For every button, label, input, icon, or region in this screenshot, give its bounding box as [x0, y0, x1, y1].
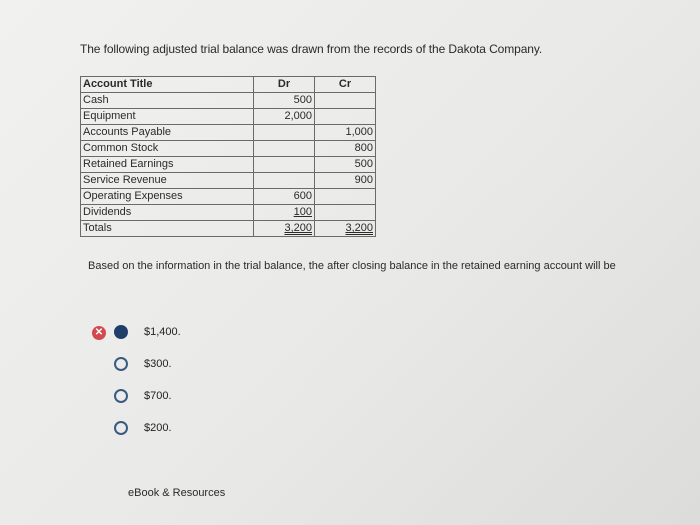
cr-cell — [315, 189, 376, 205]
cr-cell: 1,000 — [315, 125, 376, 141]
totals-label: Totals — [81, 221, 254, 237]
table-row — [81, 157, 376, 173]
option-label: $200. — [144, 422, 172, 434]
account-title-cell: Dividends — [81, 205, 254, 221]
header-account-title: Account Title — [81, 77, 254, 93]
dr-total-value: 3,200 — [284, 222, 312, 234]
dr-cell — [254, 157, 315, 173]
table-row — [81, 189, 376, 205]
account-title-cell: Cash — [81, 93, 254, 109]
dr-cell — [254, 141, 315, 157]
dr-cell: 2,000 — [254, 109, 315, 125]
account-title-cell: Equipment — [81, 109, 254, 125]
cr-cell — [315, 109, 376, 125]
dr-total-cell — [254, 221, 315, 237]
table-row — [81, 173, 376, 189]
question-text: Based on the information in the trial balance, the after closing balance in the retained earning account will be — [88, 260, 616, 272]
intro-text: The following adjusted trial balance was drawn from the records of the Dakota Company. — [80, 42, 543, 56]
header-dr: Dr — [254, 77, 315, 93]
cr-cell — [315, 93, 376, 109]
dr-cell — [254, 173, 315, 189]
radio-button[interactable] — [114, 421, 128, 435]
dr-cell: 500 — [254, 93, 315, 109]
dr-value-underlined: 100 — [293, 206, 312, 218]
account-title-cell: Accounts Payable — [81, 125, 254, 141]
trial-balance-table — [80, 76, 376, 237]
cr-cell: 500 — [315, 157, 376, 173]
incorrect-x-icon: ✕ — [92, 326, 106, 340]
table-row — [81, 109, 376, 125]
dr-cell: 600 — [254, 189, 315, 205]
dr-cell — [254, 205, 315, 221]
header-cr: Cr — [315, 77, 376, 93]
account-title-cell: Service Revenue — [81, 173, 254, 189]
table-row — [81, 125, 376, 141]
table-row — [81, 205, 376, 221]
table-row — [81, 141, 376, 157]
cr-total-cell — [315, 221, 376, 237]
account-title-cell: Retained Earnings — [81, 157, 254, 173]
radio-button[interactable] — [114, 389, 128, 403]
table-row — [81, 93, 376, 109]
option-label: $300. — [144, 358, 172, 370]
ebook-resources-link[interactable]: eBook & Resources — [128, 487, 226, 499]
radio-button[interactable] — [114, 357, 128, 371]
cr-cell: 800 — [315, 141, 376, 157]
account-title-cell: Operating Expenses — [81, 189, 254, 205]
cr-cell — [315, 205, 376, 221]
cr-cell: 900 — [315, 173, 376, 189]
totals-row — [81, 221, 376, 237]
option-label: $700. — [144, 390, 172, 402]
cr-total-value: 3,200 — [345, 222, 373, 234]
account-title-cell: Common Stock — [81, 141, 254, 157]
option-label: $1,400. — [144, 326, 181, 338]
radio-button-selected[interactable] — [114, 325, 128, 339]
table-header-row — [81, 77, 376, 93]
dr-cell — [254, 125, 315, 141]
